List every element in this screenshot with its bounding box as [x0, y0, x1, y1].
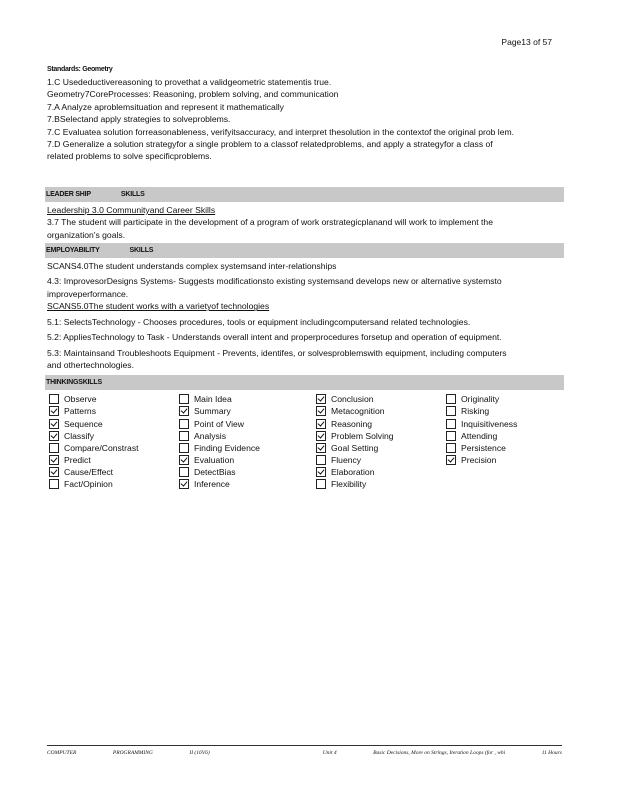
checkbox-unchecked[interactable] [49, 479, 59, 489]
standard-line: Geometry7CoreProcesses: Reasoning, problem solving, and communication [47, 89, 339, 100]
employability-skills-header [45, 243, 564, 258]
thinking-skill-label: Patterns [64, 406, 97, 417]
thinking-skill-item[interactable] [314, 442, 444, 454]
footer-hours: 11 Hours [541, 750, 562, 756]
thinking-skill-item[interactable] [177, 430, 314, 442]
thinking-skill-item[interactable] [314, 418, 444, 430]
thinking-skill-label: Originality [461, 394, 500, 405]
scans-item-5-1: 5.1: SelectsTechnology - Chooses procedures, tools or equipment includingcomputersand related technologies. [47, 316, 471, 327]
standards-title: Standards: Geometry [47, 66, 113, 73]
thinking-skill-item[interactable] [444, 393, 554, 405]
thinking-skill-label: Predict [64, 454, 91, 465]
thinking-bar-label: THINKINGSKILLS [46, 379, 102, 387]
footer-topic: Basic Decisions, More on Strings, Iteration Loops (for , whi [373, 750, 506, 756]
thinking-skill-label: Evaluation [194, 454, 235, 465]
footer-unit: Unit 4 [322, 750, 337, 756]
thinking-skill-label: Metacognition [331, 406, 385, 417]
leadership-line: 3.7 The student will participate in the development of a program of work orstrategicplanand will work to implement the [47, 217, 493, 228]
thinking-skill-item[interactable] [314, 430, 444, 442]
thinking-skill-label: Persistence [461, 442, 506, 453]
thinking-skill-item[interactable] [444, 430, 554, 442]
scans-item-5-2: 5.2: AppliesTechnology to Task - Understands overall intent and properprocedures forsetup and operation of equipment. [47, 332, 502, 343]
scans5-heading: SCANS5.0The student works with a varietyof technologies [47, 301, 270, 312]
page-body [47, 66, 562, 490]
thinking-skill-item[interactable] [177, 466, 314, 478]
thinking-skill-item[interactable] [47, 478, 177, 490]
checkbox-unchecked[interactable] [179, 419, 189, 429]
checkbox-checked[interactable] [446, 455, 456, 465]
thinking-skill-item[interactable] [177, 442, 314, 454]
employability-bar-label: EMPLOYABILITY [46, 247, 100, 255]
checkbox-unchecked[interactable] [446, 406, 456, 416]
thinking-skill-label: Reasoning [331, 418, 373, 429]
thinking-skill-label: Goal Setting [331, 442, 379, 453]
thinking-skill-item[interactable] [314, 478, 444, 490]
thinking-skill-label: Summary [194, 406, 231, 417]
standard-line: 7.A Analyze aproblemsituation and represent it mathematically [47, 101, 284, 112]
checkbox-unchecked[interactable] [316, 455, 326, 465]
thinking-skills-column [314, 393, 444, 490]
thinking-skill-label: Conclusion [331, 394, 374, 405]
thinking-skill-label: Classify [64, 430, 95, 441]
checkbox-checked[interactable] [316, 443, 326, 453]
thinking-skill-item[interactable] [47, 466, 177, 478]
thinking-skill-label: Precision [461, 454, 497, 465]
standard-line: 1.C Usedeductivereasoning to provethat a validgeometric statementis true. [47, 77, 332, 87]
thinking-skill-item[interactable] [444, 418, 554, 430]
thinking-skill-item[interactable] [177, 478, 314, 490]
leadership-bar-skills: SKILLS [120, 190, 145, 198]
thinking-skill-label: DetectBias [194, 466, 236, 477]
checkbox-checked[interactable] [179, 455, 189, 465]
thinking-skill-label: Attending [461, 430, 498, 441]
checkbox-checked[interactable] [316, 419, 326, 429]
thinking-skill-item[interactable] [47, 454, 177, 466]
scans4-heading: SCANS4.0The student understands complex systemsand inter-relationships [47, 261, 337, 272]
thinking-skill-label: Sequence [64, 418, 103, 429]
thinking-skills-column [177, 393, 314, 490]
footer-rule [47, 745, 562, 746]
thinking-skill-label: Main Idea [194, 394, 232, 405]
footer-course-2: PROGRAMMING [112, 750, 153, 756]
thinking-skill-label: Risking [461, 406, 490, 417]
thinking-skill-item[interactable] [314, 405, 444, 417]
thinking-skill-item[interactable] [47, 430, 177, 442]
checkbox-unchecked[interactable] [49, 394, 59, 404]
thinking-skill-item[interactable] [444, 442, 554, 454]
checkbox-unchecked[interactable] [446, 431, 456, 441]
checkbox-unchecked[interactable] [179, 431, 189, 441]
scans-item-5-3-cont: and othertechnologies. [47, 359, 134, 370]
thinking-skills-header [45, 375, 564, 390]
thinking-skill-item[interactable] [47, 442, 177, 454]
employability-bar-skills: SKILLS [129, 247, 154, 255]
checkbox-checked[interactable] [316, 467, 326, 477]
scans-item-4-3: 4.3: ImprovesorDesigns Systems- Suggests modificationsto existing systemsand develops new or alternative systemsto [47, 276, 502, 287]
checkbox-unchecked[interactable] [446, 419, 456, 429]
checkbox-checked[interactable] [49, 419, 59, 429]
thinking-skill-item[interactable] [47, 393, 177, 405]
checkbox-unchecked[interactable] [446, 443, 456, 453]
checkbox-unchecked[interactable] [49, 443, 59, 453]
thinking-skills-column [47, 393, 177, 490]
checkbox-unchecked[interactable] [446, 394, 456, 404]
checkbox-checked[interactable] [49, 431, 59, 441]
standard-line: 7.BSelectand apply strategies to solveproblems. [47, 114, 231, 125]
thinking-skills-grid [47, 393, 562, 490]
thinking-skill-label: Point of View [194, 418, 245, 429]
thinking-skill-item[interactable] [314, 393, 444, 405]
leadership-skills-header [45, 187, 564, 202]
thinking-skill-label: Elaboration [331, 466, 375, 477]
checkbox-checked[interactable] [49, 455, 59, 465]
checkbox-unchecked[interactable] [316, 479, 326, 489]
thinking-skill-label: Inquisitiveness [461, 418, 518, 429]
checkbox-checked[interactable] [179, 479, 189, 489]
thinking-skill-label: Fact/Opinion [64, 479, 113, 490]
thinking-skill-item[interactable] [314, 466, 444, 478]
thinking-skill-label: Finding Evidence [194, 442, 260, 453]
checkbox-checked[interactable] [49, 467, 59, 477]
checkbox-unchecked[interactable] [179, 443, 189, 453]
footer [47, 750, 562, 756]
thinking-skill-item[interactable] [177, 405, 314, 417]
checkbox-checked[interactable] [316, 406, 326, 416]
scans-item-4-3-cont: improveperformance. [47, 288, 129, 299]
checkbox-checked[interactable] [179, 406, 189, 416]
thinking-skill-item[interactable] [177, 393, 314, 405]
thinking-skill-label: Inference [194, 479, 230, 490]
thinking-skills-column [444, 393, 554, 490]
thinking-skill-label: Analysis [194, 430, 226, 441]
checkbox-checked[interactable] [49, 406, 59, 416]
thinking-skill-item[interactable] [177, 454, 314, 466]
page-number: Page13 of 57 [501, 37, 552, 47]
leadership-bar-label: LEADER SHIP [46, 190, 91, 198]
thinking-skill-item[interactable] [47, 418, 177, 430]
scans-item-5-3: 5.3: Maintainsand Troubleshoots Equipment - Prevents, identifes, or solvesproblemswith equipment, including computers [47, 347, 507, 358]
standard-line: related problems to solve specificproblems. [47, 151, 212, 162]
thinking-skill-item[interactable] [444, 454, 554, 466]
thinking-skill-label: Fluency [331, 454, 362, 465]
leadership-line: organization's goals. [47, 229, 126, 240]
thinking-skill-label: Cause/Effect [64, 466, 114, 477]
checkbox-unchecked[interactable] [179, 394, 189, 404]
checkbox-checked[interactable] [316, 431, 326, 441]
thinking-skill-label: Compare/Constrast [64, 442, 139, 453]
thinking-skill-item[interactable] [47, 405, 177, 417]
thinking-skill-item[interactable] [444, 405, 554, 417]
leadership-heading: Leadership 3.0 Communityand Career Skills [47, 204, 216, 215]
footer-course-1: COMPUTER [47, 750, 77, 756]
standard-line: 7.D Generalize a solution strategyfor a single problem to a classof relatedproblems, and apply a strategyfor a class of [47, 139, 493, 150]
checkbox-unchecked[interactable] [179, 467, 189, 477]
checkbox-checked[interactable] [316, 394, 326, 404]
thinking-skill-item[interactable] [177, 418, 314, 430]
standard-line: 7.C Evaluatea solution forreasonableness, verifyitsaccuracy, and interpret thesolution in the contextof the original prob lem. [47, 126, 515, 137]
thinking-skill-label: Observe [64, 394, 97, 405]
thinking-skill-label: Problem Solving [331, 430, 394, 441]
footer-course-3: II (16V6) [189, 750, 210, 756]
thinking-skill-label: Flexibility [331, 479, 367, 490]
thinking-skill-item[interactable] [314, 454, 444, 466]
